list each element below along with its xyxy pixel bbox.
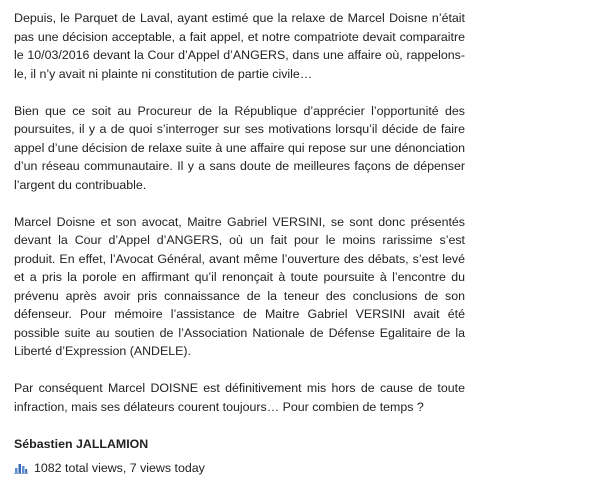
author-signature: Sébastien JALLAMION	[14, 437, 149, 451]
paragraph-prosecutor: Bien que ce soit au Procureur de la République d’apprécier l’opportunité des poursuites, il y a de quoi s’interroger sur ses motivations lorsqu’il décide de faire appel d’une décision de relaxe suite à une affaire qui repose sur une dénonciation d’un réseau communautaire. Il y a sans doute de meilleures façons de dépenser l’argent du contribuable.	[14, 103, 465, 192]
view-counter-text: 1082 total views, 7 views today	[34, 461, 205, 475]
paragraph-hearing: Marcel Doisne et son avocat, Maitre Gabriel VERSINI, se sont donc présentés devant la Cour d’Appel d’ANGERS, où un fait pour le moins rarissime s’est produit. En effet, l’Avocat Général, avant même l’ouverture des débats, s’est levé et a pris la porole en affirmant qu’il renonçait à toute poursuite à l’encontre du prévenu après avoir pris connaissance de la teneur des conclusions de son défenseur. Pour mémoire l’assistance de Maitre Gabriel VERSINI avait été possible suite au soutien de l’Association Nationale de Défense Egalitaire de la Liberté d’Expression (ANDELE).	[14, 214, 465, 358]
paragraph-conclusion: Par conséquent Marcel DOISNE est définitivement mis hors de cause de toute infraction, mais ses délateurs courent toujours… Pour combien de temps ?	[14, 381, 465, 414]
view-counter	[14, 459, 205, 477]
paragraph-appeal: Depuis, le Parquet de Laval, ayant estimé que la relaxe de Marcel Doisne n’était pas une décision acceptable, a fait appel, et notre compatriote devait comparaitre le 10/03/2016 devant la Cour d’Appel d’ANGERS, dans une affaire où, rappelons-le, il n’y avait ni plainte ni constitution de partie civile…	[14, 11, 465, 81]
bar-chart-icon	[14, 462, 28, 474]
article-body	[14, 9, 465, 453]
